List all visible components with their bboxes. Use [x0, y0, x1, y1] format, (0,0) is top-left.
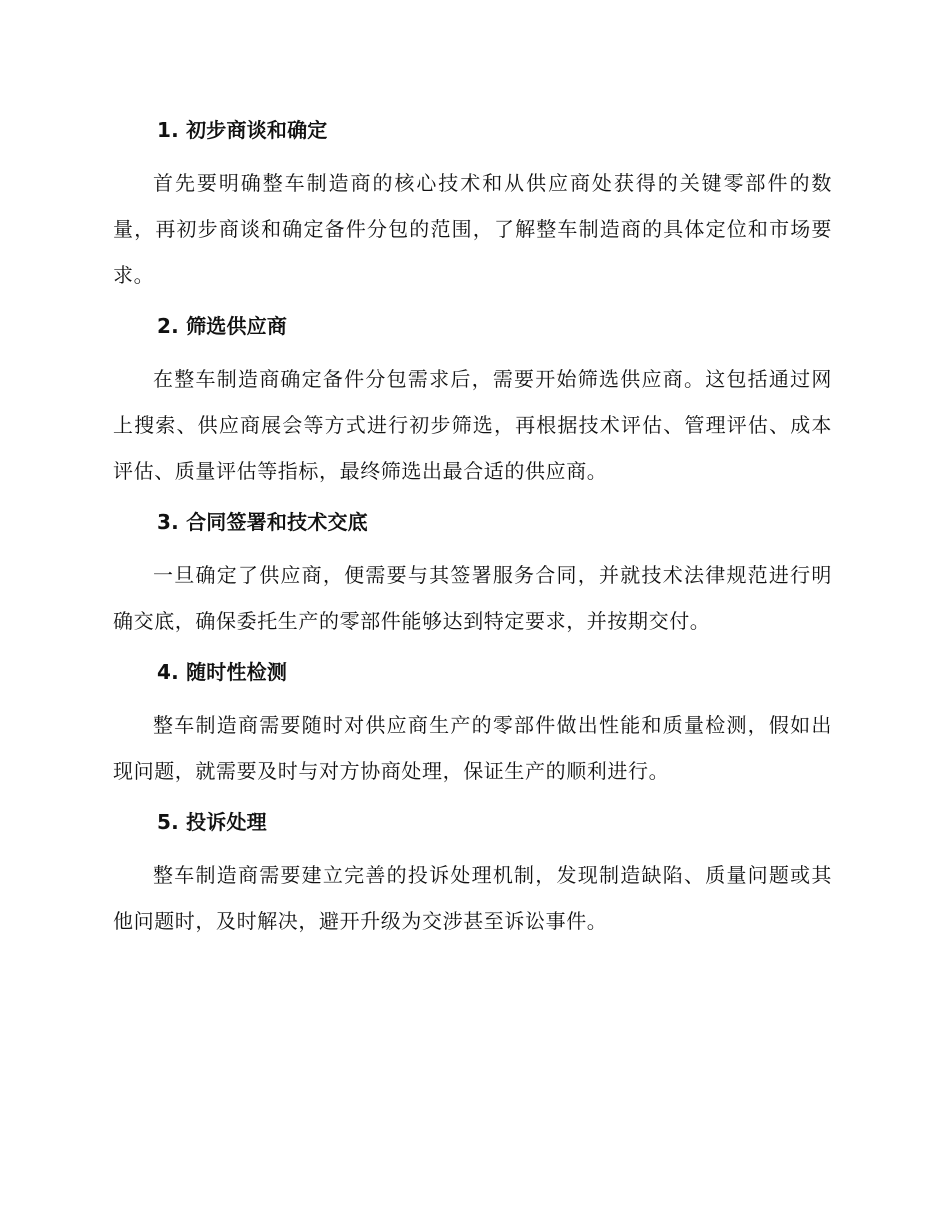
section-heading: 4. 随时性检测	[157, 660, 288, 684]
section-paragraph: 在整车制造商确定备件分包需求后，需要开始筛选供应商。这包括通过网上搜索、供应商展会等方式进行初步筛选，再根据技术评估、管理评估、成本评估、质量评估等指标，最终筛选出最合适的供应商。	[113, 367, 832, 483]
section-paragraph: 整车制造商需要随时对供应商生产的零部件做出性能和质量检测，假如出现问题，就需要及时与对方协商处理，保证生产的顺利进行。	[113, 713, 832, 783]
section-screen-suppliers	[113, 308, 832, 494]
section-ad-hoc-inspection	[113, 654, 832, 794]
section-heading: 1. 初步商谈和确定	[157, 118, 328, 142]
section-contract-signing	[113, 504, 832, 644]
section-heading: 5. 投诉处理	[157, 810, 267, 834]
section-complaint-handling	[113, 804, 832, 944]
section-paragraph: 首先要明确整车制造商的核心技术和从供应商处获得的关键零部件的数量，再初步商谈和确定备件分包的范围，了解整车制造商的具体定位和市场要求。	[113, 171, 832, 287]
section-heading: 2. 筛选供应商	[157, 314, 288, 338]
section-paragraph: 整车制造商需要建立完善的投诉处理机制，发现制造缺陷、质量问题或其他问题时，及时解决，避开升级为交涉甚至诉讼事件。	[113, 863, 832, 933]
section-initial-negotiation	[113, 112, 832, 298]
section-heading: 3. 合同签署和技术交底	[157, 510, 368, 534]
section-paragraph: 一旦确定了供应商，便需要与其签署服务合同，并就技术法律规范进行明确交底，确保委托生产的零部件能够达到特定要求，并按期交付。	[113, 563, 832, 633]
